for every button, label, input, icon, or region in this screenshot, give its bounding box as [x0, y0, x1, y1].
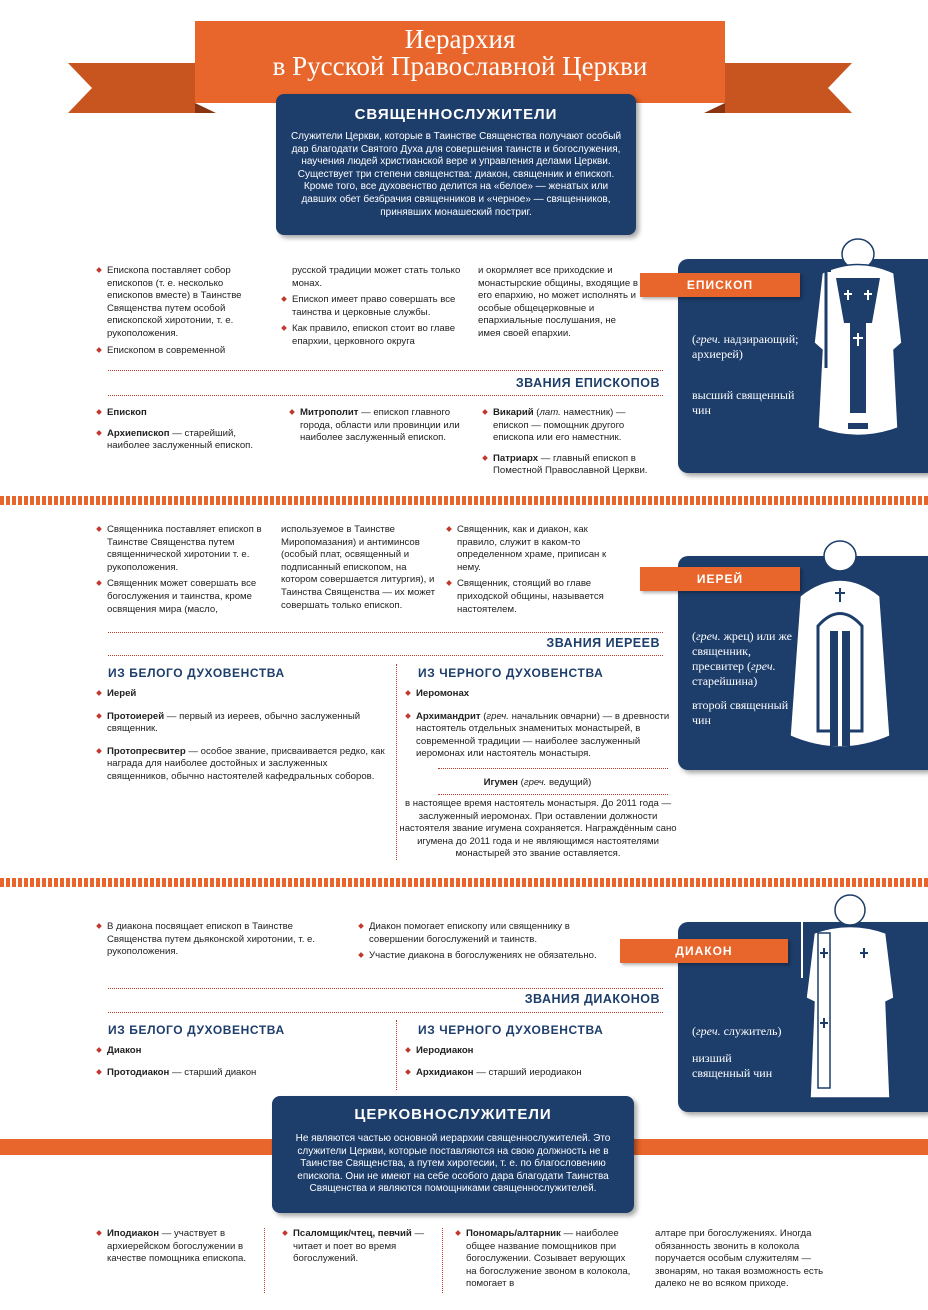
server-ipodeacon: Иподиакон — участвует в архиерейском богослужении в качестве помощника епископа. — [96, 1228, 256, 1266]
divider — [108, 370, 663, 371]
clergy-box — [276, 94, 636, 235]
deacon-fact-1: В диакона посвящает епископ в Таинстве Священства путем дьяконской хиротонии, т. е. рукоположения. — [96, 921, 336, 959]
priest-fact-2: Священник может совершать все богослужения и таинства, кроме освящения мира (масло, — [96, 578, 266, 616]
rank-patriarch: Патриарх — главный епископ в Поместной Православной Церкви. — [482, 453, 662, 478]
bishop-col2 — [281, 265, 461, 353]
column-divider — [442, 1228, 443, 1293]
bishop-col2-cont: русской традиции может стать только монах. — [292, 265, 461, 289]
servers-box — [272, 1096, 634, 1213]
servers-col3 — [455, 1228, 635, 1295]
priest-black-title: ИЗ ЧЕРНОГО ДУХОВЕНСТВА — [418, 666, 604, 680]
rank-ierodeacon: Иеродиакон — [405, 1045, 665, 1058]
igumen-text: в настоящее время настоятель монастыря. До 2011 года — заслуженный иеромонах. При оставлении должности настоятеля звание игумена сохраняется. Награждённым сано игумена до 2011 года и не являющимся настоятелями монастырей это звание оставляется. — [399, 798, 677, 860]
priest-ranks-title: ЗВАНИЯ ИЕРЕЕВ — [546, 636, 660, 650]
rank-archimandrite: Архимандрит (греч. начальник овчарни) — в древности настоятель отдельных знаменитых монастырей, в современной традиции — наиболее заслуженный иеромонах или настоятель монастыря. — [405, 711, 670, 761]
section-separator — [0, 878, 928, 887]
clergy-text: Служители Церкви, которые в Таинстве Священства получают особый дар благодати Святого Духа для совершения таинств и богослужения, научения людей христианской вере и управления делами Церкви. Существует три степени священства: диакон, священник и епископ. Кроме того, все духовенство делится на «белое» — женатых или давших обет безбрачия священников и «черное» — священников, принявших монашеский постриг. — [290, 131, 622, 218]
deacon-col1 — [96, 921, 336, 963]
rank-archdeacon: Архидиакон — старший иеродиакон — [405, 1067, 665, 1080]
priest-black-ranks — [405, 688, 670, 765]
section-separator — [0, 496, 928, 505]
server-ponomar: Пономарь/алтарник — наиболее общее название помощников при богослужении. Созывает верующих на богослужение звоном в колокола, помогает в — [455, 1228, 635, 1291]
deacon-col2 — [358, 921, 623, 967]
bishop-fact-1: Епископа поставляет собор епископов (т. е. несколько епископов вместе) в Таинстве Священства путем особой епископской хиротонии, т. е. рукоположения. — [96, 265, 261, 341]
bishop-ranks-title: ЗВАНИЯ ЕПИСКОПОВ — [515, 376, 660, 390]
rank-protopresbyter: Протопресвитер — особое звание, присваивается редко, как награда для наиболее достойных и заслуженных священников, обычно настоятелей кафедральных соборов. — [96, 746, 386, 784]
bishop-figure-icon — [808, 228, 908, 463]
column-divider — [264, 1228, 265, 1293]
rank-ierey: Иерей — [96, 688, 386, 701]
divider — [108, 988, 663, 989]
clergy-title: СВЯЩЕННОСЛУЖИТЕЛИ — [354, 106, 558, 123]
title-line-1: Иерархия — [404, 24, 516, 54]
bishop-fact-3: Епископ имеет право совершать все таинства и церковные службы. — [281, 294, 461, 319]
bishop-ranks-col2 — [289, 407, 464, 449]
divider — [438, 794, 668, 795]
divider — [108, 395, 663, 396]
bishop-rank: высший священный чин — [692, 388, 795, 417]
priest-col2: используемое в Таинстве Миропомазания) и антиминсов (особый плат, освященный и подписанный епископом, на котором совершается литургия), и Таинства Священства — их может совершать только епископ. — [281, 524, 436, 611]
servers-col2 — [282, 1228, 430, 1270]
page-title — [195, 26, 725, 80]
deacon-white-ranks — [96, 1045, 356, 1083]
server-reader: Псаломщик/чтец, певчий — читает и поет во время богослужений. — [282, 1228, 430, 1266]
priest-white-title: ИЗ БЕЛОГО ДУХОВЕНСТВА — [108, 666, 285, 680]
rank-protoierey: Протоиерей — первый из иереев, обычно заслуженный священник. — [96, 711, 386, 736]
deacon-ranks-title: ЗВАНИЯ ДИАКОНОВ — [524, 992, 660, 1006]
rank-protodeacon: Протодиакон — старший диакон — [96, 1067, 356, 1080]
servers-col1 — [96, 1228, 256, 1270]
divider — [108, 1012, 663, 1013]
rank-vicar: Викарий (лат. наместник) — епископ — помощник другого епископа или его наместник. — [482, 407, 662, 445]
deacon-rank: низший священный чин — [692, 1051, 773, 1080]
bishop-ranks-col1 — [96, 407, 261, 457]
servers-col4: алтаре при богослужениях. Иногда обязанность звонить в колокола поручается особым служителям — звонарям, но такая возможность есть далеко не во всяком приходе. — [655, 1228, 824, 1290]
title-line-2: в Русской Православной Церкви — [272, 51, 648, 81]
rank-deacon: Диакон — [96, 1045, 356, 1058]
deacon-black-title: ИЗ ЧЕРНОГО ДУХОВЕНСТВА — [418, 1023, 604, 1037]
bishop-fact-4: Как правило, епископ стоит во главе епархии, церковного округа — [281, 323, 461, 348]
rank-metropolitan: Митрополит — епископ главного города, области или провинции или наиболее заслуженный епископ. — [289, 407, 464, 445]
rank-ieromonakh: Иеромонах — [405, 688, 670, 701]
priest-label: ИЕРЕЙ — [640, 567, 800, 591]
deacon-fact-2: Диакон помогает епископу или священнику в совершении богослужений и таинств. — [358, 921, 623, 946]
deacon-black-ranks — [405, 1045, 665, 1083]
column-divider — [396, 664, 397, 860]
bishop-col1 — [96, 265, 261, 361]
divider — [108, 632, 663, 633]
priest-figure-icon — [790, 536, 920, 766]
rank-episkop: Епископ — [96, 407, 261, 420]
bishop-col3: и окормляет все приходские и монастырские общины, входящие в его епархию, но может исполнять и особые общецерковные и епархиальные послушания, не имея своей епархии. — [478, 265, 639, 339]
servers-title: ЦЕРКОВНОСЛУЖИТЕЛИ — [354, 1106, 552, 1123]
column-divider — [396, 1020, 397, 1090]
bishop-fact-2: Епископом в современной — [96, 345, 261, 358]
bishop-ranks-col3 — [482, 407, 662, 482]
deacon-white-title: ИЗ БЕЛОГО ДУХОВЕНСТВА — [108, 1023, 285, 1037]
rank-archbishop: Архиепископ — старейший, наиболее заслуженный епископ. — [96, 428, 261, 453]
bishop-label: ЕПИСКОП — [640, 273, 800, 297]
deacon-figure-icon — [790, 888, 910, 1106]
priest-col1 — [96, 524, 266, 620]
deacon-fact-3: Участие диакона в богослужениях не обязательно. — [358, 950, 623, 963]
priest-greek: (греч. жрец) или же священник, пресвитер (греч. старейшина) — [692, 629, 792, 688]
priest-fact-3: Священник, как и диакон, как правило, служит в каком-то определенном храме, приписан к нему. — [446, 524, 616, 574]
divider — [108, 655, 663, 656]
divider — [438, 768, 668, 769]
priest-fact-1: Священника поставляет епископ в Таинстве Священства путем священнической хиротонии т. е. рукоположения. — [96, 524, 266, 574]
rank-igumen: Игумен (греч. ведущий) — [483, 777, 592, 788]
priest-fact-4: Священник, стоящий во главе приходской общины, называется настоятелем. — [446, 578, 616, 616]
priest-rank: второй священный чин — [692, 698, 789, 727]
bishop-greek: (греч. надзирающий; архиерей) — [692, 332, 799, 361]
priest-col3 — [446, 524, 616, 620]
servers-text: Не являются частью основной иерархии священнослужителей. Это служители Церкви, которые поставляются на свою должность не в Таинстве Священства, а путем хиротесии, т. е. по благословению епископа. Они не имеют на себе особого дара благодати Таинства Священства и являются помощниками священнослужителей. — [295, 1133, 611, 1195]
deacon-label: ДИАКОН — [620, 939, 788, 963]
deacon-greek: (греч. служитель) — [692, 1024, 782, 1038]
priest-white-ranks — [96, 688, 386, 788]
